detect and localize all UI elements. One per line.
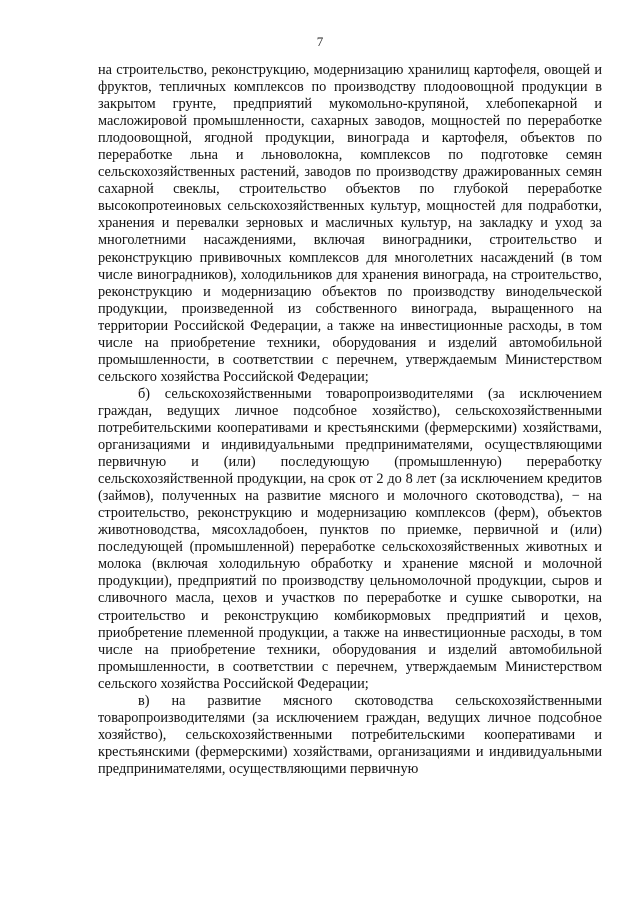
paragraph-v: в) на развитие мясного скотоводства сельскохозяйственными товаропроизводителями (за исключением граждан, ведущих личное подсобное хозяйство), сельскохозяйственными потребительскими кооперативами и крестьянскими (фермерскими) хозяйствами, организациями и индивидуальными предпринимателями, осуществляющими первичную: [98, 692, 602, 777]
paragraph-a-continued: на строительство, реконструкцию, модернизацию хранилищ картофеля, овощей и фруктов, тепличных комплексов по производству плодоовощной продукции в закрытом грунте, предприятий мукомольно-крупяной, хлебопекарной и масложировой промышленности, сахарных заводов, мощностей по переработке плодоовощной, ягодной продукции, винограда и картофеля, объектов по переработке льна и льноволокна, комплексов по подготовке семян сельскохозяйственных растений, заводов по производству дражированных семян сахарной свеклы, строительство объектов по глубокой переработке высокопротеиновых сельскохозяйственных культур, мощностей для подработки, хранения и перевалки зерновых и масличных культур, на закладку и уход за многолетними насаждениями, включая виноградники, строительство и реконструкцию прививочных комплексов для многолетних насаждений (в том числе виноградников), холодильников для хранения винограда, на строительство, реконструкцию и модернизацию объектов по производству винодельческой продукции, произведенной из собственного винограда, выращенного на территории Российской Федерации, а также на инвестиционные расходы, в том числе на приобретение техники, оборудования и изделий автомобильной промышленности, в соответствии с перечнем, утверждаемым Министерством сельского хозяйства Российской Федерации;: [98, 62, 602, 385]
page-number: 7: [316, 34, 324, 49]
document-body: [98, 62, 602, 778]
paragraph-b: б) сельскохозяйственными товаропроизводителями (за исключением граждан, ведущих личное подсобное хозяйство), сельскохозяйственными потребительскими кооперативами и крестьянскими (фермерскими) хозяйствами, организациями и индивидуальными предпринимателями, осуществляющими первичную и (или) последующую (промышленную) переработку сельскохозяйственной продукции, на срок от 2 до 8 лет (за исключением кредитов (займов), полученных на развитие мясного и молочного скотоводства), − на строительство, реконструкцию и модернизацию комплексов (ферм), объектов животноводства, мясохладобоен, пунктов по приемке, первичной и (или) последующей (промышленной) переработке сельскохозяйственных животных и молока (включая холодильную обработку и хранение мясной и молочной продукции), предприятий по производству цельномолочной продукции, сыров и сливочного масла, цехов и участков по переработке и сушке сыворотки, на строительство и реконструкцию комбикормовых предприятий и цехов, приобретение племенной продукции, а также на инвестиционные расходы, в том числе на приобретение техники, оборудования и изделий автомобильной промышленности, в соответствии с перечнем, утверждаемым Министерством сельского хозяйства Российской Федерации;: [98, 385, 602, 692]
